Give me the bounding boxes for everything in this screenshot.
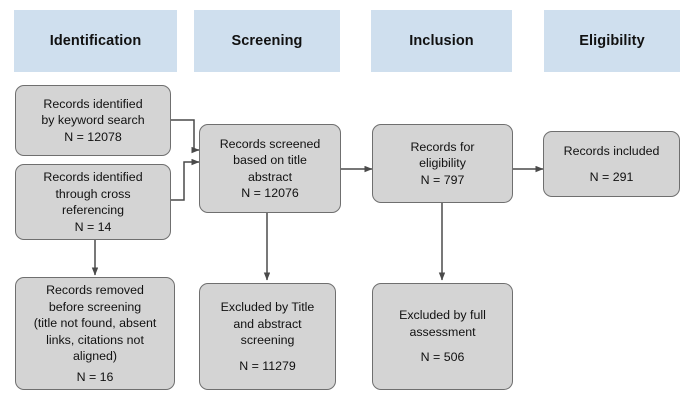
node-excluded-full-assessment-line2: assessment [409, 324, 476, 339]
node-identified-keyword-line1: Records identified [43, 96, 143, 111]
node-records-eligibility-line1: Records for [410, 139, 475, 154]
node-excluded-full-assessment-line1: Excluded by full [399, 308, 486, 323]
node-records-included-line1: Records included [563, 144, 660, 158]
column-header-screening-label: Screening [231, 33, 303, 49]
node-records-screened-line1: Records screened [219, 136, 321, 151]
column-header-inclusion [371, 10, 512, 72]
node-excluded-title-abstract-line1: Excluded by Title [220, 300, 315, 314]
node-records-screened [199, 124, 341, 213]
node-excluded-title-abstract-count: N = 11279 [239, 358, 296, 373]
node-excluded-full-assessment-count: N = 506 [420, 350, 465, 365]
node-records-included-count: N = 291 [589, 169, 634, 184]
node-excluded-full-assessment [372, 283, 513, 390]
node-records-included [543, 131, 680, 197]
node-identified-cross-referencing-line2: through cross [55, 186, 131, 201]
column-header-eligibility [544, 10, 680, 72]
node-removed-before-screening-count: N = 16 [76, 369, 114, 384]
node-identified-cross-referencing [15, 164, 171, 240]
node-removed-before-screening-line5: aligned) [72, 349, 118, 363]
node-identified-cross-referencing-count: N = 14 [74, 219, 112, 234]
node-removed-before-screening-line2: before screening [48, 299, 142, 314]
column-header-eligibility-label: Eligibility [579, 33, 645, 49]
node-records-screened-line3: abstract [247, 169, 293, 184]
node-excluded-title-abstract-line2: and abstract [233, 316, 302, 331]
node-removed-before-screening-line3: (title not found, absent [33, 316, 157, 330]
node-identified-cross-referencing-line1: Records identified [43, 170, 143, 184]
node-excluded-title-abstract [199, 283, 336, 390]
node-records-eligibility [372, 124, 513, 203]
node-records-eligibility-line2: eligibility [419, 156, 466, 171]
node-records-screened-count: N = 12076 [241, 186, 299, 200]
node-removed-before-screening-line1: Records removed [46, 283, 144, 297]
column-header-identification-label: Identification [49, 33, 142, 49]
node-identified-cross-referencing-line3: referencing [62, 203, 124, 217]
node-removed-before-screening-line4: links, citations not [46, 332, 144, 347]
node-records-screened-line2: based on title [233, 153, 307, 167]
node-excluded-title-abstract-line3: screening [240, 333, 295, 347]
column-header-screening [194, 10, 340, 72]
node-removed-before-screening [15, 277, 175, 390]
node-identified-keyword-count: N = 12078 [64, 129, 122, 144]
node-identified-keyword-line2: by keyword search [41, 113, 145, 128]
node-identified-keyword [15, 85, 171, 156]
column-header-identification [14, 10, 177, 72]
column-header-inclusion-label: Inclusion [409, 33, 474, 49]
node-records-eligibility-count: N = 797 [420, 172, 465, 187]
